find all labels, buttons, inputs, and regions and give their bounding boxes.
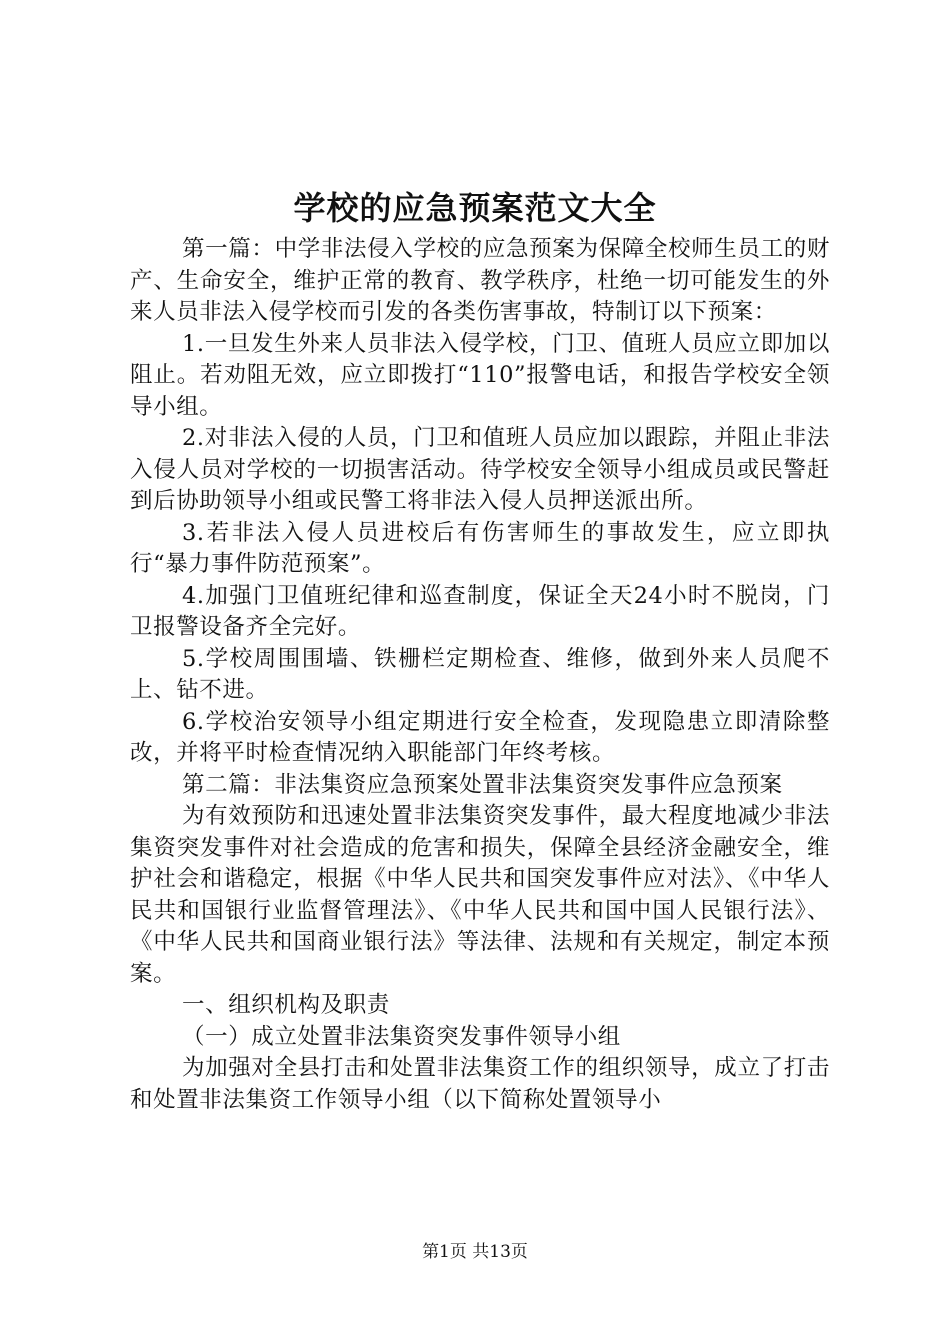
paragraph: （一）成立处置非法集资突发事件领导小组 [182, 1023, 621, 1050]
paragraph: 1.一旦发生外来人员非法入侵学校，门卫、值班人员应立即加以阻止。若劝阻无效，应立即拨打“110”报警电话，和报告学校安全领导小组。 [130, 330, 830, 420]
page-number-footer: 第1页 共13页 [422, 1242, 528, 1262]
document-title: 学校的应急预案范文大全 [293, 189, 657, 227]
paragraph: 4.加强门卫值班纪律和巡查制度，保证全天24小时不脱岗，门卫报警设备齐全完好。 [130, 582, 830, 640]
paragraph: 5.学校周围围墙、铁栅栏定期检查、维修，做到外来人员爬不上、钻不进。 [130, 645, 830, 703]
document-body [130, 234, 830, 1116]
paragraph: 3.若非法入侵人员进校后有伤害师生的事故发生，应立即执行“暴力事件防范预案”。 [130, 519, 830, 577]
paragraph: 第一篇：中学非法侵入学校的应急预案为保障全校师生员工的财产、生命安全，维护正常的教育、教学秩序，杜绝一切可能发生的外来人员非法入侵学校而引发的各类伤害事故，特制订以下预案： [130, 236, 830, 325]
paragraph: 6.学校治安领导小组定期进行安全检查，发现隐患立即清除整改，并将平时检查情况纳入职能部门年终考核。 [130, 708, 830, 766]
paragraph: 一、组织机构及职责 [182, 992, 390, 1018]
paragraph: 为有效预防和迅速处置非法集资突发事件，最大程度地减少非法集资突发事件对社会造成的危害和损失，保障全县经济金融安全，维护社会和谐稳定，根据《中华人民共和国突发事件应对法》、《中华人民共和国银行业监督管理法》、《中华人民共和国中国人民银行法》、《中华人民共和国商业银行法》等法律、法规和有关规定，制定本预案。 [130, 803, 830, 987]
paragraph: 第二篇：非法集资应急预案处置非法集资突发事件应急预案 [182, 771, 783, 798]
paragraph: 为加强对全县打击和处置非法集资工作的组织领导，成立了打击和处置非法集资工作领导小组（以下简称处置领导小 [130, 1055, 830, 1113]
paragraph: 2.对非法入侵的人员，门卫和值班人员应加以跟踪，并阻止非法入侵人员对学校的一切损害活动。待学校安全领导小组成员或民警赶到后协助领导小组或民警工将非法入侵人员押送派出所。 [130, 425, 830, 514]
